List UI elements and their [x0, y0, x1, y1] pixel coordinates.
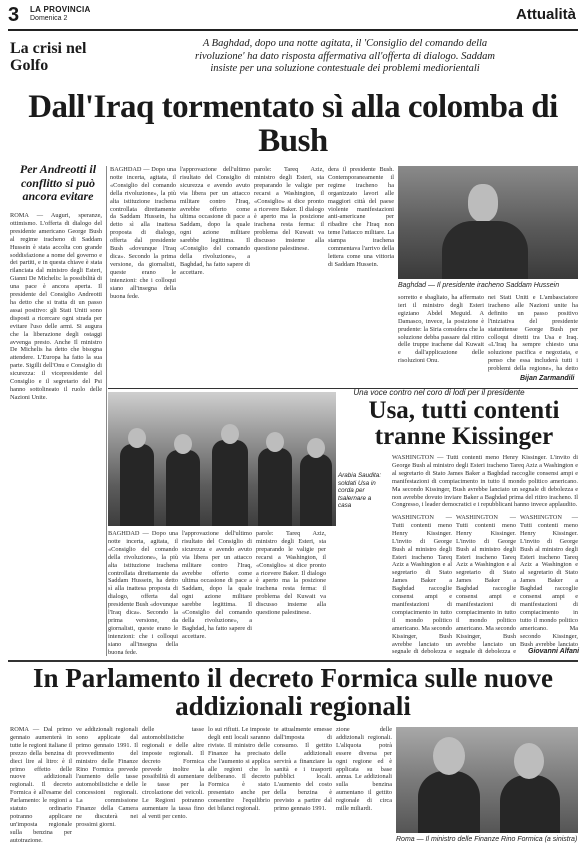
article-column-5: dera il presidente Bush. Contemporaneamente il regime iracheno ha organizzato lavori alle maggiori città del paese violente manifestazioni anti-americane per ribadire che l'Iraq non teme l'attacco militare. La stampa irachena commentava l'arrivo della lettera come una vittoria di Saddam Hussein.	[328, 166, 394, 268]
saddam-photo	[398, 166, 578, 279]
deck-text: A Baghdad, dopo una notte agitata, il 'Consiglio del comando della rivoluzione' ha dato risposta affermativa all'offerta di dialogo. Saddam insiste per una soluzione contestuale dei problemi mediorientali	[195, 38, 495, 74]
soldier-figure	[166, 450, 200, 526]
usa-lead-text: WASHINGTON — Tutti contenti meno Henry Kissinger. L'invito di George Bush al ministro degli Esteri iracheno Tareq Aziz a Washington e al segretario di Stato James Baker a Baghdad raccoglie consensi ampi e manifestazioni di compiacimento in tutto il mondo politico americano. Ma secondo Kissinger, Bush avrebbe lanciato un segnale di debolezza e non avrebbe dovuto inviare Baker a Baghdad prima del ritiro iracheno. Il Congresso, i leader democratici e i repubblicani hanno invece applaudito.	[392, 454, 578, 509]
soldier-figure	[258, 448, 292, 526]
article-column-2: BAGHDAD — Dopo una notte incerta, agitata, il «Consiglio del comando della rivoluzione», la più alta istituzione irachena controllata direttamente da Saddam Hussein, ha detto sì alla inattesa proposta di dialogo, offerta dal presidente Bush «dovunque l'Iraq dica». Secondo la prima versione, da giornalisti, queste erano le intenzioni: che i colloqui siano all'insegna della buona fede.	[110, 166, 176, 300]
usa-headline: Usa, tutti contenti tranne Kissinger	[368, 397, 560, 450]
masthead-rule	[8, 29, 578, 31]
usa-kicker: Una voce contro nel coro di lodi per il presidente	[353, 388, 525, 397]
person-figure	[500, 775, 560, 833]
person-figure	[418, 771, 480, 833]
usa-column-2: WASHINGTON — Tutti contenti meno Henry Kissinger. L'invito di George Bush al ministro degli Esteri iracheno Tareq Aziz a Washington e al segretario di Stato James Baker a Baghdad raccoglie consensi ampi e manifestazioni di compiacimento in tutto il mondo politico americano. Ma secondo Kissinger, Bush avrebbe lanciato un segnale di debolezza e	[456, 514, 516, 654]
soldier-head	[307, 438, 325, 458]
article-signature: Bijan Zarmandili	[520, 375, 575, 382]
soldiers-photo	[108, 392, 336, 526]
formica-photo	[396, 727, 578, 833]
article-column-4: parole: Tareq Aziz, ministro degli Esteri, sta preparando le valigie per recarsi a Washington, il «Consiglio» si dice pronto a ricevere Baker. Il dialogo è aperto ma la posizione irachena resta ferma: il problema del Kuwait va discusso insieme alla questione palestinese.	[254, 166, 324, 253]
soldier-head	[266, 432, 284, 452]
parliament-column-5: te attualmente emesse dall'imposta di consumo. Il gettito delle addizionali servirà a finanziare la sanità e i trasporti pubblici locali. L'aumento del costo della benzina è previsto a partire dal primo gennaio 1991.	[274, 726, 332, 813]
main-headline: Dall'Iraq tormentato sì alla colomba di Bush	[28, 89, 558, 159]
article-column-3b: l'approvazione dell'ultimo risultato del Consiglio di sicurezza e avendo avuto via libera per un attacco militare contro l'Iraq, avrebbe offerto come ultima occasione di pace a Saddam, dopo la quale ogni azione militare sarebbe legittima. Il «Consiglio del comando della rivoluzione», a Baghdad, ha fatto sapere di accettare.	[182, 530, 252, 640]
parliament-column-6: zione delle addizionali regionali. L'aliquota potrà essere diversa per ogni regione ed è applicata su base annua. Le addizionali sulla benzina aumentano il gettito regionale di circa mille miliardi.	[336, 726, 392, 813]
article-column-3: l'approvazione dell'ultimo risultato del Consiglio di sicurezza e avendo avuto via libera per un attacco militare contro l'Iraq, avrebbe offerto come ultima occasione di pace a Saddam, dopo la quale ogni azione militare sarebbe legittima. Il «Consiglio del comando della rivoluzione», a Baghdad, ha fatto sapere di accettare.	[180, 166, 250, 276]
formica-photo-caption: Roma — Il ministro delle Finanze Rino Formica (a sinistra)	[396, 836, 578, 843]
issue-date: Domenica 2	[30, 15, 68, 22]
article-column-4b: parole: Tareq Aziz, ministro degli Esteri, sta preparando le valigie per recarsi a Washington, il «Consiglio» si dice pronto a ricevere Baker. Il dialogo è aperto ma la posizione irachena resta ferma: il problema del Kuwait va discusso insieme alla questione palestinese.	[256, 530, 326, 617]
parliament-headline: In Parlamento il decreto Formica sulle nuove addizionali regionali	[33, 663, 553, 721]
soldier-head	[174, 434, 192, 454]
soldiers-photo-caption: Arabia Saudita: soldati Usa in corda per tsalernare a casa	[338, 472, 382, 509]
usa-column-1: WASHINGTON — Tutti contenti meno Henry Kissinger. L'invito di George Bush al ministro degli Esteri iracheno Tareq Aziz a Washington e al segretario di Stato James Baker a Baghdad raccoglie consensi ampi e manifestazioni di compiacimento in tutto il mondo politico americano. Ma secondo Kissinger, Bush avrebbe lanciato un segnale di debolezza e	[392, 514, 452, 654]
article-column-7: nei Stati Uniti e L'ambasciatore iracheno alle Nazioni unite ha definito un passo positivo l'iniziativa del presidente statunitense George Bush per colloqui diretti tra Usa e Iraq. «L'Iraq ha sempre chiesto una soluzione pacifica e negoziata, e penso che essa includerà tutti i problemi della regione», ha detto	[488, 294, 578, 372]
column-divider	[106, 166, 107, 656]
article-column-6: sorretto e sbagliato, ha affermato ieri il ministro degli Esteri egiziano Abdel Meguid. A Damasco, invece, la posizione è prudente: la Siria considera che la soluzione debba passare dal ritiro delle truppe irachene dal Kuwait e dall'applicazione delle risoluzioni Onu.	[398, 294, 484, 365]
soldier-figure	[120, 444, 154, 526]
article-column-1: ROMA — Auguri, speranze, ottimismo. L'offerta di dialogo del presidente americano George Bush al regime iracheno di Saddam Hussein è stata accolta con grande soddisfazione a nome del governo e dei partiti, e in questa chiave è stata rilanciata dal ministro degli Esteri, Gianni De Michelis: la possibilità di una pace è ancora aperta. Il presidente del Consiglio Andreotti ha detto che si tratta di un passo assai positivo: gli Stati Uniti sono disposti a ricercare ogni strada per evitare l'uso delle armi. Si augura che la liberazione degli ostaggi avvenga presto. Anche Il ministro De Michelis ha detto che bisogna attendere. L'Europa ha fatto la sua parte. Sigilli dell'Onu e Consiglio di sicurezza: il vicepresidente del Consiglio e il segretario del Psi hanno sottolineato il ruolo delle Nazioni Unite.	[10, 212, 102, 401]
publication-name: LA PROVINCIA	[30, 5, 91, 14]
soldier-figure	[300, 454, 332, 526]
parliament-column-1: ROMA — Dal primo gennaio aumenterà in tutte le regioni italiane il prezzo della benzina di dieci lire al litro: è il primo effetto delle nuove addizionali regionali. Il decreto Formica è all'esame del Parlamento: le regioni a statuto ordinario potranno applicare un'imposta regionale sulla benzina per autotrazione.	[10, 726, 72, 844]
page-number: 3	[8, 4, 20, 26]
section-title: Attualità	[516, 6, 576, 23]
saddam-photo-caption: Baghdad — Il presidente iracheno Saddam Hussein	[398, 282, 560, 289]
saddam-body	[442, 221, 528, 279]
usa-signature: Giovanni Alfani	[528, 648, 580, 655]
article-column-2b: BAGHDAD — Dopo una notte incerta, agitata, il «Consiglio del comando della rivoluzione», la più alta istituzione irachena controllata direttamente da Saddam Hussein, ha detto sì alla inattesa proposta di dialogo, offerta dal presidente Bush «dovunque l'Iraq dica». Secondo la prima versione, da giornalisti, queste erano le intenzioni: che i colloqui siano all'insegna della buona fede.	[108, 530, 178, 656]
parliament-column-4: lo sui rifiuti. Le imposte degli enti locali saranno riviste. Il ministro delle Finanze ha precisato che l'aumento si applica alle regioni che lo deliberano. Il decreto Formica è stato presentato anche per consentire l'equilibrio dei bilanci regionali.	[208, 726, 270, 813]
section-rule	[8, 660, 578, 662]
soldier-head	[128, 428, 146, 448]
parliament-column-3: delle tasse automobilistiche regionali e delle altre imposte regionali. Il decreto Formica prevede inoltre la possibilità di aumentare le tasse per la circolazione dei veicoli. Le Regioni potranno aumentare la tassa fino al venti per cento.	[142, 726, 204, 820]
parliament-column-2: ve addizionali regionali sono applicate dal primo gennaio 1991. Il provvedimento del ministro delle Finanze Rino Formica prevede l'aumento delle tasse automobilistiche e delle concessioni regionali. La commissione Finanze della Camera ne discuterà nei prossimi giorni.	[76, 726, 138, 828]
subheadline: Per Andreotti il conflitto si può ancora evitare	[19, 162, 97, 203]
soldier-figure	[212, 440, 248, 526]
soldier-head	[221, 424, 239, 444]
person-head	[514, 743, 544, 779]
kicker-title: La crisi nel Golfo	[10, 40, 87, 74]
person-head	[433, 737, 465, 775]
usa-column-3: WASHINGTON — Tutti contenti meno Henry Kissinger. L'invito di George Bush al ministro degli Esteri iracheno Tareq Aziz a Washington e al segretario di Stato James Baker a Baghdad raccoglie consensi ampi e manifestazioni di compiacimento in tutto il mondo politico americano. Ma secondo Kissinger, Bush avrebbe lanciato	[520, 514, 578, 646]
saddam-face	[468, 184, 498, 222]
